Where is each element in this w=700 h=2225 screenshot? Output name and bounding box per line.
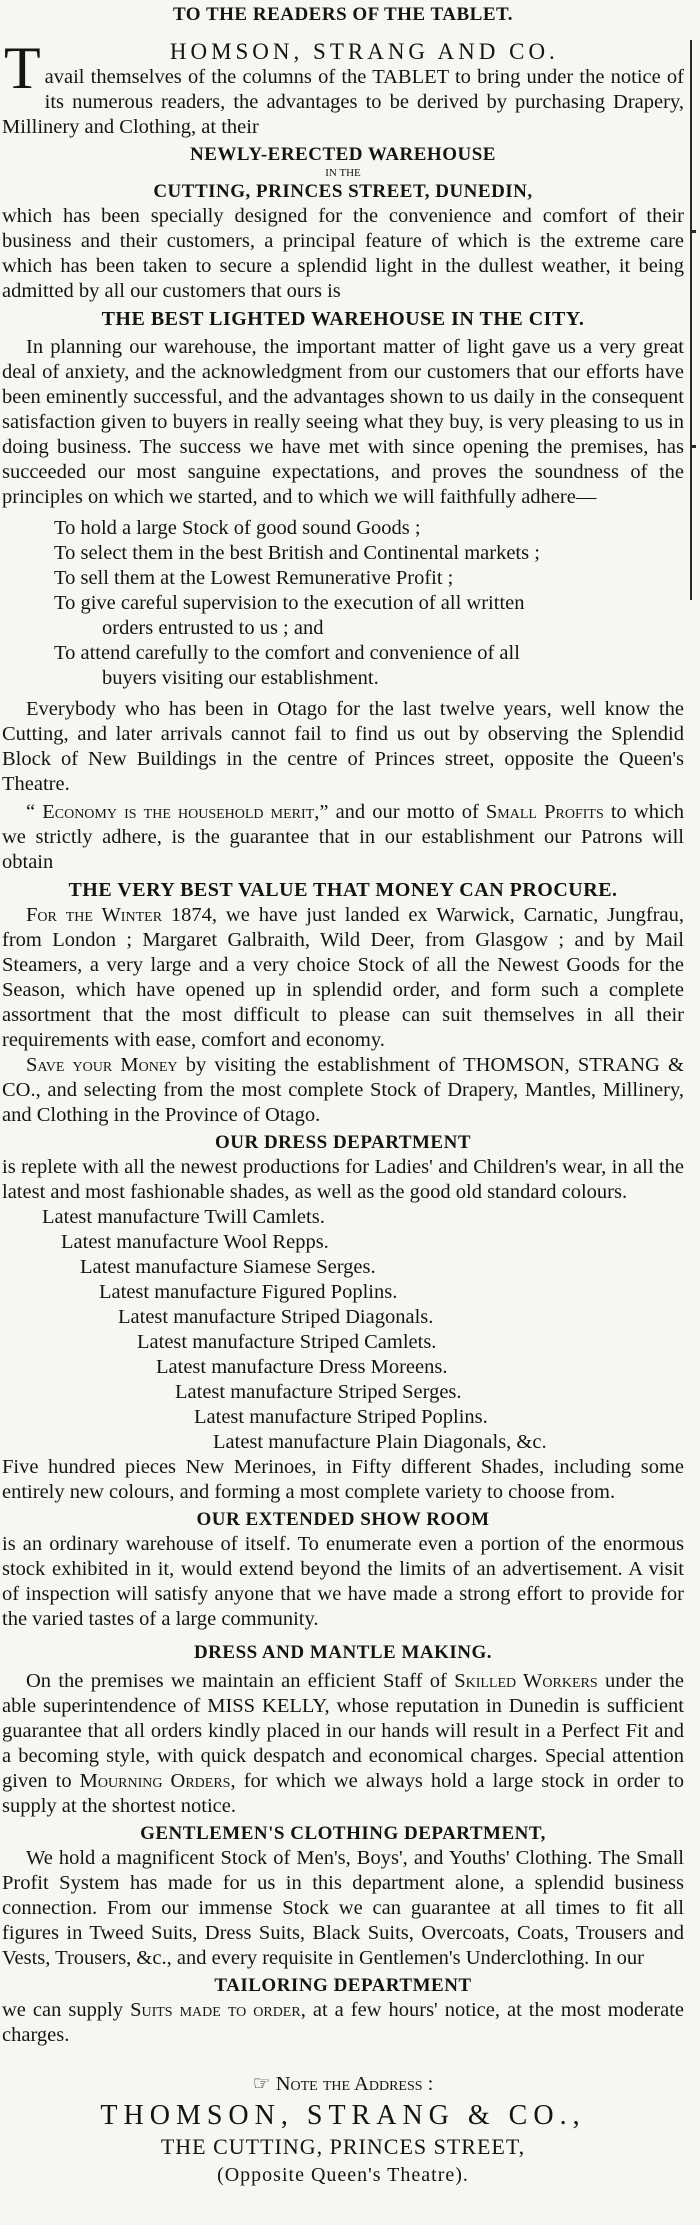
principle-item: To hold a large Stock of good sound Goods ; — [54, 517, 421, 539]
dress-department-heading: OUR DRESS DEPARTMENT — [214, 1132, 471, 1153]
dress-item: Latest manufacture Plain Diagonals, &c. — [213, 1431, 547, 1453]
winter-rest: 1874, we have just landed ex Warwick, Carnatic, Jungfrau, from London ; Margaret Galbraith, Wild Deer, from Glasgow ; and by Mail Steamers, a very large and a very choice Stock of all the Newest Goods for the Season, which have opened up in splendid order, and form such a complete assortment that the most difficult to please can suit themselves in all their requirements with ease, comfort and economy. — [2, 904, 684, 1051]
cutting-heading: CUTTING, PRINCES STREET, DUNEDIN, — [153, 181, 533, 202]
pointing-hand-icon: ☞ — [252, 2073, 271, 2095]
designed-paragraph: which has been specially designed for the convenience and comfort of their business and their customers, a principal feature of which is the extreme care which has been taken to secure a splendid light in the dullest weather, it being admitted by all our customers that ours is — [2, 205, 684, 302]
dress-item: Latest manufacture Figured Poplins. — [99, 1281, 398, 1303]
best-lighted-heading: THE BEST LIGHTED WAREHOUSE IN THE CITY. — [101, 308, 585, 330]
dropcap-letter: T — [4, 35, 41, 101]
mantle-rest: under the able superintendence of MISS KELLY, whose reputation in Dunedin is sufficient guarantee that all orders kindly placed in our hands will result in a Perfect Fit and a becoming style, with quick despatch and economical charges. Special attention given to — [2, 1670, 684, 1792]
winter-paragraph — [2, 903, 684, 1053]
economy-mid: and our motto of — [328, 801, 486, 823]
planning-paragraph: In planning our warehouse, the important matter of light gave us a very great deal of anxiety, and the acknowledgment from our customers that our efforts have been eminently successful, and the advantages shown to us daily in the consequent satisfaction given to buyers in really seeing what they buy, is very pleasing to us in doing business. The success we have met with since opening the premises, has succeeded our most sanguine expectations, and proves the soundness of the principles on which we started, and to which we will faithfully adhere— — [2, 336, 684, 508]
gentlemens-paragraph: We hold a magnificent Stock of Men's, Boys', and Youths' Clothing. The Small Profit System has made for us in this department alone, a splendid business connection. From our immense Stock we can guarantee at all times to fit all figures in Tweed Suits, Dress Suits, Black Suits, Overcoats, Coats, Trousers and Vests, Trousers, &c., and every requisite in Gentlemen's Underclothing. In our — [2, 1847, 684, 1969]
principle-item: To attend carefully to the comfort and convenience of all — [54, 642, 520, 664]
note-address-label: Note the Address : — [275, 2073, 434, 2095]
address-opposite: (Opposite Queen's Theatre). — [217, 2164, 469, 2186]
dress-item: Latest manufacture Wool Repps. — [61, 1231, 329, 1253]
mantle-making-heading: DRESS AND MANTLE MAKING. — [193, 1642, 493, 1663]
tailoring-lead: we can supply — [2, 1999, 131, 2021]
principle-item: To give careful supervision to the execution of all written — [54, 592, 525, 614]
gentlemens-heading: GENTLEMEN'S CLOTHING DEPARTMENT, — [140, 1823, 546, 1844]
save-paragraph — [2, 1053, 684, 1128]
intro-paragraph: avail themselves of the columns of the TABLET to bring under the notice of its numerous readers, the advantages to be derived by purchasing Drapery, Millinery and Clothing, at their — [2, 66, 684, 138]
column-rule — [690, 40, 692, 600]
dress-item: Latest manufacture Siamese Serges. — [80, 1256, 376, 1278]
dress-item: Latest manufacture Twill Camlets. — [42, 1206, 325, 1228]
best-value-heading: THE VERY BEST VALUE THAT MONEY CAN PROCURE. — [68, 879, 618, 901]
mantle-paragraph — [2, 1669, 684, 1819]
dress-item: Latest manufacture Striped Poplins. — [194, 1406, 488, 1428]
warehouse-heading: NEWLY-ERECTED WAREHOUSE — [190, 144, 496, 165]
mantle-end: , for which we always hold a large stock in order to supply at the shortest notice. — [2, 1770, 684, 1817]
note-address — [2, 2072, 684, 2097]
suits-made-to-order: Suits made to order — [130, 1999, 301, 2021]
tailoring-rest: , at a few hours' notice, at the most moderate charges. — [2, 1999, 684, 2046]
edge-mark — [691, 445, 696, 448]
economy-rest: to which we strictly adhere, is the guarantee that in our establishment our Patrons will obtain — [2, 801, 685, 873]
show-room-paragraph: is an ordinary warehouse of itself. To enumerate even a portion of the enormous stock exhibited in it, would extend beyond the limits of an advertisement. A visit of inspection will satisfy anyone that we have made a strong effort to provide for the varied tastes of a large community. — [2, 1533, 684, 1630]
principle-continuation: orders entrusted to us ; and — [102, 617, 324, 639]
dress-paragraph: is replete with all the newest productions for Ladies' and Children's wear, in all the latest and most fashionable shades, as well as the good old standard colours. — [2, 1156, 684, 1203]
economy-paragraph — [2, 800, 684, 875]
save-lead: Save your Money — [26, 1054, 178, 1076]
show-room-heading: OUR EXTENDED SHOW ROOM — [196, 1509, 490, 1530]
tailoring-paragraph — [2, 1998, 684, 2048]
dress-item: Latest manufacture Striped Diagonals. — [118, 1306, 434, 1328]
principle-continuation: buyers visiting our establishment. — [102, 667, 379, 689]
merinoes-paragraph: Five hundred pieces New Merinoes, in Fifty different Shades, including some entirely new colours, and forming a most complete variety to choose from. — [2, 1456, 684, 1503]
small-profits: Small Profits — [485, 801, 604, 823]
economy-quote: “ Economy is the household merit,” — [26, 801, 329, 823]
skilled-workers: Skilled Workers — [454, 1670, 598, 1692]
winter-lead: For the Winter — [26, 904, 163, 926]
dress-items-list — [2, 1205, 684, 1455]
top-heading: TO THE READERS OF THE TABLET. — [172, 4, 514, 25]
principle-item: To select them in the best British and Continental markets ; — [54, 542, 540, 564]
mourning-orders: Mourning Orders — [79, 1770, 231, 1792]
edge-mark — [691, 230, 696, 233]
advertisement-column — [2, 0, 684, 2188]
dress-item: Latest manufacture Dress Moreens. — [156, 1356, 448, 1378]
firm-title: HOMSON, STRANG AND CO. — [169, 39, 559, 64]
address-street: THE CUTTING, PRINCES STREET, — [160, 2134, 526, 2159]
principle-item: To sell them at the Lowest Remunerative Profit ; — [54, 567, 454, 589]
save-rest: by visiting the establishment of THOMSON, STRANG & CO., and selecting from the most complete Stock of Drapery, Mantles, Millinery, and Clothing in the Province of Otago. — [2, 1054, 684, 1126]
everybody-paragraph: Everybody who has been in Otago for the last twelve years, well know the Cutting, and later arrivals cannot fail to find us out by observing the Splendid Block of New Buildings in the centre of Princes street, opposite the Queen's Theatre. — [2, 698, 684, 795]
address-firm: THOMSON, STRANG & CO., — [100, 2100, 586, 2131]
principles-list — [54, 516, 684, 691]
dress-item: Latest manufacture Striped Camlets. — [137, 1331, 437, 1353]
mantle-lead: On the premises we maintain an efficient Staff of — [26, 1670, 455, 1692]
in-the-label: IN THE — [325, 167, 361, 179]
firm-intro — [2, 35, 684, 140]
tailoring-heading: TAILORING DEPARTMENT — [214, 1975, 472, 1996]
dress-item: Latest manufacture Striped Serges. — [175, 1381, 462, 1403]
